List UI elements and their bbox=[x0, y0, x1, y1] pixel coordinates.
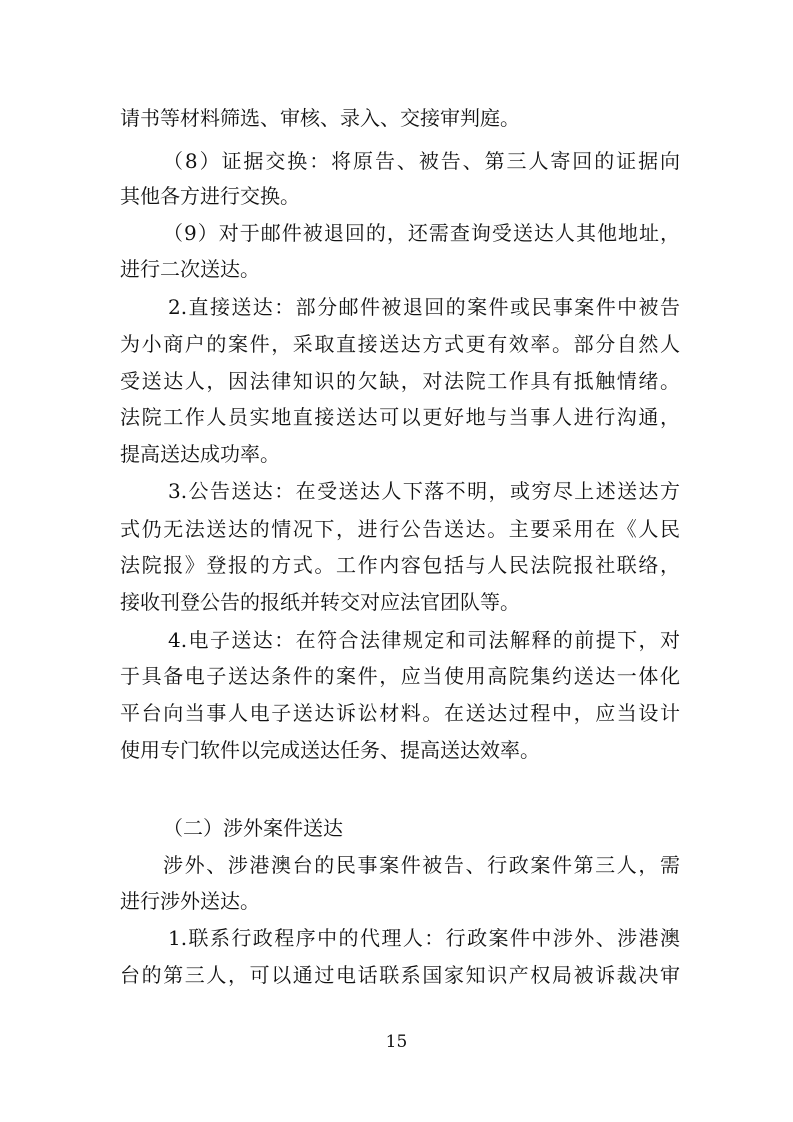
text-line: 2.直接送达：部分邮件被退回的案件或民事案件中被告 bbox=[168, 295, 680, 319]
text-line: 式仍无法送达的情况下，进行公告送达。主要采用在《人民 bbox=[120, 517, 680, 541]
text-line: 进行二次送达。 bbox=[120, 257, 260, 281]
text-line: 为小商户的案件，采取直接送达方式更有效率。部分自然人 bbox=[120, 332, 680, 356]
text-line: 受送达人，因法律知识的欠缺，对法院工作具有抵触情绪。 bbox=[120, 369, 680, 393]
text-line: 涉外、涉港澳台的民事案件被告、行政案件第三人，需 bbox=[163, 853, 680, 877]
text-line: 接收刊登公告的报纸并转交对应法官团队等。 bbox=[120, 590, 520, 614]
text-line: 于具备电子送达条件的案件，应当使用高院集约送达一体化 bbox=[120, 664, 680, 688]
page-number: 15 bbox=[385, 1032, 408, 1052]
text-line: 4.电子送达：在符合法律规定和司法解释的前提下，对 bbox=[168, 628, 680, 652]
text-line: 请书等材料筛选、审核、录入、交接审判庭。 bbox=[120, 106, 520, 130]
text-line: 使用专门软件以完成送达任务、提高送达效率。 bbox=[120, 738, 540, 762]
text-line: 平台向当事人电子送达诉讼材料。在送达过程中，应当设计 bbox=[120, 701, 680, 725]
text-line: 3.公告送达：在受送达人下落不明，或穷尽上述送达方 bbox=[168, 479, 680, 503]
text-line: 进行涉外送达。 bbox=[120, 889, 260, 913]
text-line: （8）证据交换：将原告、被告、第三人寄回的证据向 bbox=[163, 149, 680, 173]
text-line: 台的第三人，可以通过电话联系国家知识产权局被诉裁决审 bbox=[120, 963, 680, 987]
text-line: 法院报》登报的方式。工作内容包括与人民法院报社联络， bbox=[120, 553, 680, 577]
text-line: 提高送达成功率。 bbox=[120, 442, 280, 466]
text-line: 1.联系行政程序中的代理人：行政案件中涉外、涉港澳 bbox=[168, 926, 680, 950]
section-heading: （二）涉外案件送达 bbox=[163, 816, 343, 840]
text-line: （9）对于邮件被退回的，还需查询受送达人其他地址， bbox=[163, 221, 680, 245]
text-line: 其他各方进行交换。 bbox=[120, 184, 300, 208]
text-line: 法院工作人员实地直接送达可以更好地与当事人进行沟通， bbox=[120, 405, 680, 429]
